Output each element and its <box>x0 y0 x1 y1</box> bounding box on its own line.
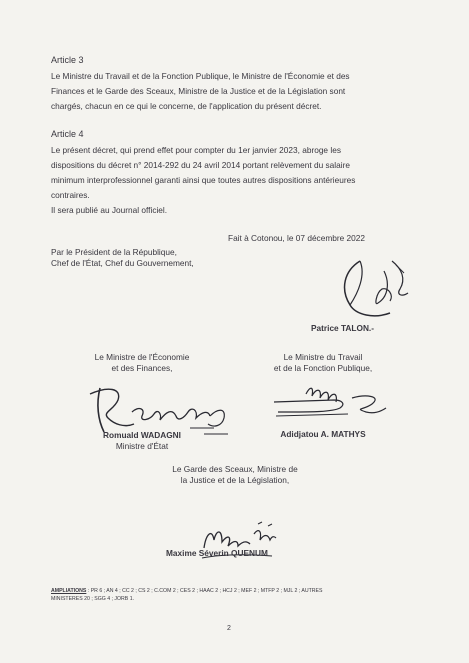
article-4-line: contraires. <box>51 190 90 200</box>
minister-labour-title-1: Le Ministre du Travail <box>283 352 363 362</box>
president-signature <box>330 253 420 325</box>
minister-economy-title-2: et des Finances, <box>111 363 173 373</box>
article-4-line: dispositions du décret n° 2014-292 du 24 avril 2014 portant relèvement du salaire <box>51 160 350 170</box>
minister-economy-name: Romuald WADAGNI <box>103 430 181 440</box>
place-date: Fait à Cotonou, le 07 décembre 2022 <box>228 233 365 243</box>
minister-economy-signature <box>86 378 236 438</box>
president-name: Patrice TALON.- <box>311 323 375 333</box>
ampliations-list-line-1: : PR 6 ; AN 4 ; CC 2 ; CS 2 ; C.COM 2 ; CES 2 ; HAAC 2 ; HCJ 2 ; MEF 2 ; MTFP 2 ; MJL 2 ; AUTRES <box>87 588 323 594</box>
article-3-line: chargés, chacun en ce qui le concerne, de l'application du présent décret. <box>51 101 322 111</box>
minister-labour-title-2: et de la Fonction Publique, <box>273 363 373 373</box>
ampliations <box>51 587 322 603</box>
minister-justice-title-2: la Justice et de la Législation, <box>180 475 290 485</box>
ampliations-label: AMPLIATIONS <box>51 588 87 594</box>
minister-labour-signature <box>270 382 390 422</box>
page-number: 2 <box>227 625 231 632</box>
article-3-title: Article 3 <box>51 55 84 65</box>
article-4-title: Article 4 <box>51 129 84 139</box>
president-title-line-2: Chef de l'État, Chef du Gouvernement, <box>51 258 194 268</box>
article-4-line: Le présent décret, qui prend effet pour compter du 1er janvier 2023, abroge les <box>51 145 341 155</box>
president-title-line-1: Par le Président de la République, <box>51 247 177 257</box>
article-4-body <box>51 143 408 218</box>
article-3-body <box>51 69 408 114</box>
ampliations-list-line-2: MINISTERES 20 ; SGG 4 ; JORB 1. <box>51 596 135 602</box>
minister-justice-name: Maxime Séverin QUENUM <box>166 548 268 558</box>
minister-justice-title-1: Le Garde des Sceaux, Ministre de <box>172 464 298 474</box>
minister-economy-rank: Ministre d'État <box>115 441 169 451</box>
publication-note: Il sera publié au Journal officiel. <box>51 205 168 215</box>
article-3-line: Le Ministre du Travail et de la Fonction Publique, le Ministre de l'Économie et des <box>51 71 350 81</box>
article-4-line: minimum interprofessionnel garanti ainsi que toutes autres dispositions antérieures <box>51 175 356 185</box>
minister-economy-title-1: Le Ministre de l'Économie <box>94 352 190 362</box>
minister-labour-name: Adidjatou A. MATHYS <box>280 429 366 439</box>
article-3-line: Finances et le Garde des Sceaux, Ministre de la Justice et de la Législation sont <box>51 86 346 96</box>
